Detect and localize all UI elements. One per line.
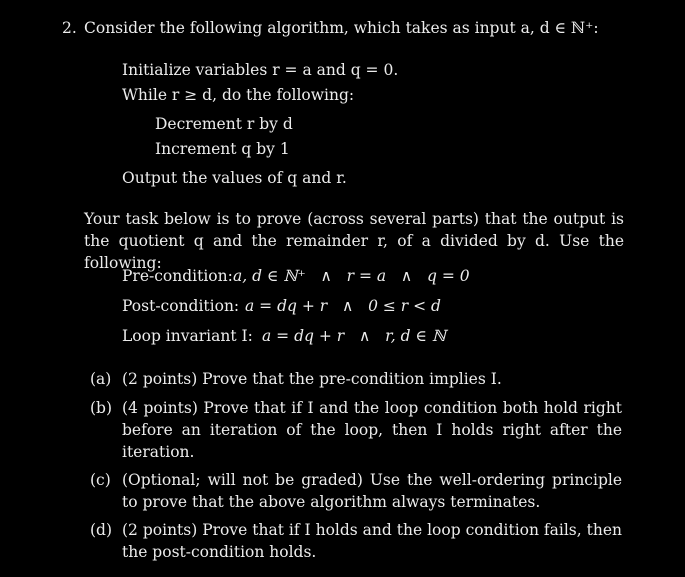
post-condition-expression: a = dq + r ∧ 0 ≤ r < d [245,297,441,315]
part-a-label: (a) [90,370,112,388]
part-c-label: (c) [90,471,111,489]
part-d-text: (2 points) Prove that if I holds and the loop condition fails, then the post-condition holds. [122,521,622,561]
pre-condition-label: Pre-condition: [122,267,233,285]
task-paragraph: Your task below is to prove (across several parts) that the output is the quotient q and the remainder r, of a divided by d. Use the following: [84,210,624,272]
part-a-text: (2 points) Prove that the pre-condition implies I. [122,370,502,388]
part-d-label: (d) [90,521,113,539]
part-b-text: (4 points) Prove that if I and the loop condition both hold right before an iteration of the loop, then I holds right after the iteration. [122,399,622,461]
algorithm-line-initialize: Initialize variables r = a and q = 0. [122,61,399,79]
part-c-text: (Optional; will not be graded) Use the well-ordering principle to prove that the above algorithm always terminates. [122,471,622,511]
algorithm-line-while: While r ≥ d, do the following: [122,86,355,104]
algorithm-line-increment: Increment q by 1 [155,140,290,158]
algorithm-line-output: Output the values of q and r. [122,169,347,187]
problem-intro: Consider the following algorithm, which takes as input a, d ∈ ℕ⁺: [84,19,599,37]
algorithm-line-decrement: Decrement r by d [155,115,293,133]
loop-invariant-expression: a = dq + r ∧ r, d ∈ ℕ [262,327,447,345]
problem-number: 2. [62,19,77,37]
loop-invariant-label: Loop invariant I: [122,327,253,345]
post-condition-label: Post-condition: [122,297,240,315]
part-b-label: (b) [90,399,113,417]
pre-condition-expression: a, d ∈ ℕ⁺ ∧ r = a ∧ q = 0 [233,267,470,285]
